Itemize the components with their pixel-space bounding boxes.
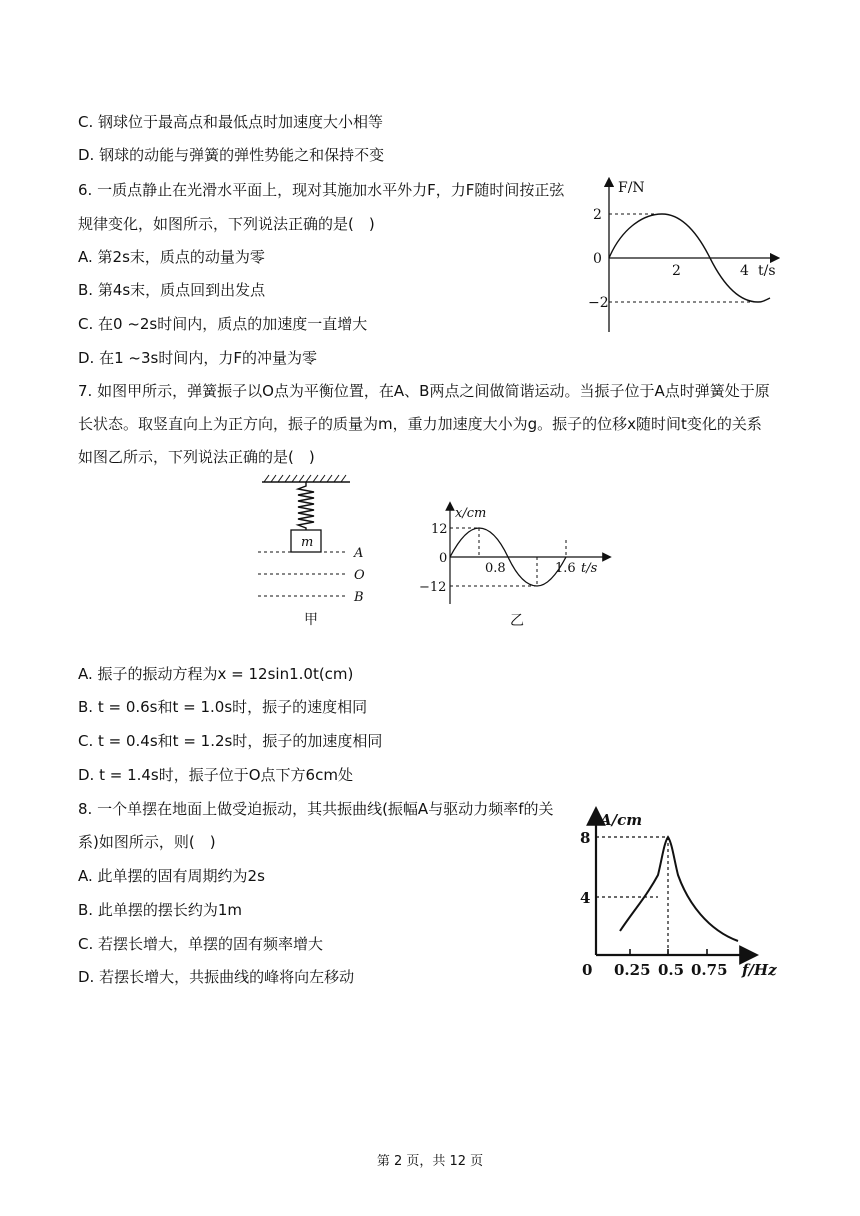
q8-x-tick-1: 0.25 xyxy=(614,961,651,979)
q7-spring-figure xyxy=(250,472,380,632)
q7-y-label: x/cm xyxy=(455,506,487,521)
q8-option-d: D. 若摆长增大，共振曲线的峰将向左移动 xyxy=(78,968,355,986)
page-footer: 第 2 页，共 12 页 xyxy=(376,1154,484,1169)
q8-y-tick-top: 8 xyxy=(580,829,591,847)
q6-origin: 0 xyxy=(593,251,602,267)
q7-y-tick-bottom: −12 xyxy=(419,580,447,595)
q8-x-label: f/Hz xyxy=(742,961,777,979)
q6-stem-line2: 规律变化，如图所示，下列说法正确的是( ) xyxy=(78,215,375,233)
q6-x-label: t/s xyxy=(758,263,776,279)
q8-y-label: A/cm xyxy=(600,811,643,829)
label-b: B xyxy=(354,590,364,605)
q7-y-tick-top: 12 xyxy=(431,522,448,537)
q6-option-a: A. 第2s末，质点的动量为零 xyxy=(78,248,265,266)
q7-origin: 0 xyxy=(439,551,448,566)
q6-y-tick-bottom: −2 xyxy=(588,295,609,311)
q7-stem-line2: 长状态。取竖直向上为正方向，振子的质量为m，重力加速度大小为g。振子的位移x随时间t变化的关系 xyxy=(78,415,762,433)
q8-option-b: B. 此单摆的摆长约为1m xyxy=(78,901,242,919)
q8-stem-line1: 8. 一个单摆在地面上做受迫振动，其共振曲线(振幅A与驱动力频率f的关 xyxy=(78,800,554,818)
q5-option-c: C. 钢球位于最高点和最低点时加速度大小相等 xyxy=(78,113,384,131)
q6-option-c: C. 在0 ~2s时间内，质点的加速度一直增大 xyxy=(78,315,368,333)
q7-option-c: C. t = 0.4s和t = 1.2s时，振子的加速度相同 xyxy=(78,732,383,750)
q7-x-tick-end: 1.6 xyxy=(555,561,576,576)
q8-x-tick-2: 0.5 xyxy=(658,961,685,979)
q6-option-b: B. 第4s末，质点回到出发点 xyxy=(78,281,266,299)
q6-force-graph xyxy=(580,172,790,337)
q6-sine-curve xyxy=(609,214,683,258)
q5-option-d: D. 钢球的动能与弹簧的弹性势能之和保持不变 xyxy=(78,146,385,164)
q6-y-tick-top: 2 xyxy=(593,207,602,223)
q7-stem-line3: 如图乙所示，下列说法正确的是( ) xyxy=(78,448,315,466)
q7-x-tick-mid: 0.8 xyxy=(485,561,506,576)
q8-x-tick-3: 0.75 xyxy=(691,961,728,979)
q7-x-label: t/s xyxy=(581,561,598,576)
q8-stem-line2: 系)如图所示，则( ) xyxy=(78,833,216,851)
q8-option-a: A. 此单摆的固有周期约为2s xyxy=(78,867,265,885)
label-a: A xyxy=(354,546,364,561)
q6-x-tick-end: 4 xyxy=(740,263,749,279)
ceiling-hatch xyxy=(264,475,346,482)
q6-option-d: D. 在1 ~3s时间内，力F的冲量为零 xyxy=(78,349,317,367)
caption-yi: 乙 xyxy=(510,613,524,629)
q8-y-tick-mid: 4 xyxy=(580,889,591,907)
q7-option-b: B. t = 0.6s和t = 1.0s时，振子的速度相同 xyxy=(78,698,368,716)
q8-option-c: C. 若摆长增大，单摆的固有频率增大 xyxy=(78,935,324,953)
q7-displacement-graph xyxy=(415,500,615,635)
q7-option-a: A. 振子的振动方程为x = 12sin1.0t(cm) xyxy=(78,665,354,683)
q7-option-d: D. t = 1.4s时，振子位于O点下方6cm处 xyxy=(78,766,353,784)
q8-resonance-graph xyxy=(578,805,788,985)
q6-x-tick-mid: 2 xyxy=(672,263,681,279)
q7-stem-line1: 7. 如图甲所示，弹簧振子以O点为平衡位置，在A、B两点之间做简谐运动。当振子位于A点时弹簧处于原 xyxy=(78,382,770,400)
label-o: O xyxy=(354,568,365,583)
q8-origin: 0 xyxy=(582,961,593,979)
q6-y-label: F/N xyxy=(618,180,645,196)
mass-label: m xyxy=(301,535,314,550)
caption-jia: 甲 xyxy=(304,612,318,628)
q8-resonance-curve xyxy=(620,837,738,941)
spring xyxy=(298,482,314,530)
q6-stem-line1: 6. 一质点静止在光滑水平面上，现对其施加水平外力F，力F随时间按正弦 xyxy=(78,181,565,199)
